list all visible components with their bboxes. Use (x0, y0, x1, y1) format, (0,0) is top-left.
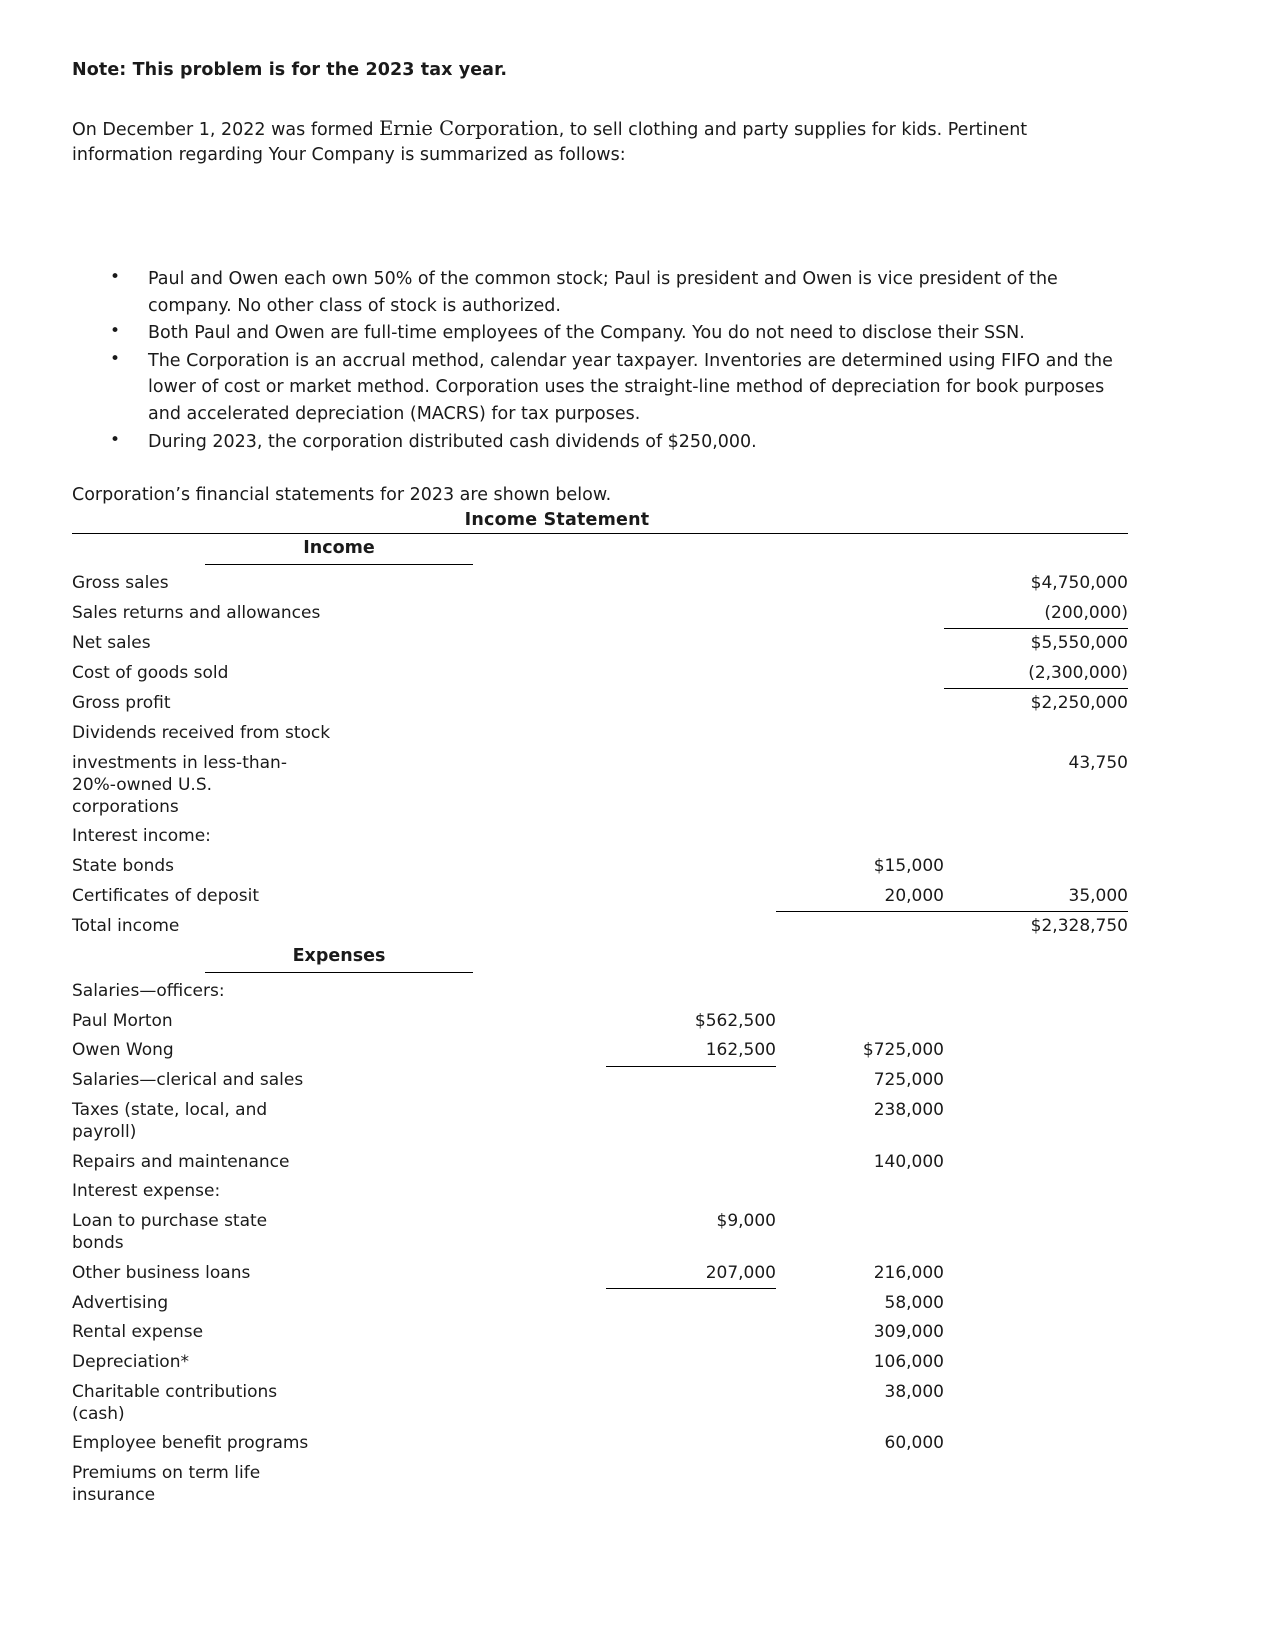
table-row (72, 822, 1128, 852)
row-amount (606, 1348, 776, 1378)
row-label: Repairs and maintenance (72, 1151, 290, 1172)
row-amount (944, 1096, 1128, 1148)
table-row (72, 1289, 1128, 1319)
row-amount (606, 912, 776, 942)
table-row (72, 719, 1128, 749)
row-label-text: Premiums on term life insurance (72, 1462, 261, 1506)
row-label (72, 1207, 606, 1259)
row-amount: 725,000 (873, 1070, 944, 1091)
section-header-label: Expenses (205, 945, 473, 973)
row-amount (944, 852, 1128, 882)
income-statement-body (72, 533, 1128, 1510)
row-amount (606, 1459, 776, 1511)
row-amount (606, 599, 776, 629)
row-amount (776, 689, 944, 719)
row-amount (776, 1459, 944, 1511)
list-item: • During 2023, the corporation distributed cash dividends of $250,000. (110, 429, 1128, 456)
row-amount (606, 1378, 776, 1430)
row-amount (944, 1348, 1128, 1378)
row-amount (776, 977, 944, 1007)
row-amount (944, 1007, 1128, 1037)
table-row (72, 749, 1128, 823)
section-header-cell (72, 533, 606, 569)
row-label-text: Loan to purchase state bonds (72, 1211, 268, 1254)
row-amount: 43,750 (1068, 752, 1128, 773)
row-amount: $2,328,750 (1030, 916, 1128, 937)
income-statement-table (72, 533, 1128, 1511)
row-amount (776, 629, 944, 659)
row-amount (606, 822, 776, 852)
row-label-text: Charitable contributions (cash) (72, 1381, 278, 1424)
section-header-cell (72, 942, 606, 977)
intro-paragraph (72, 115, 1062, 168)
row-amount (944, 1378, 1128, 1430)
row-amount: $2,250,000 (1030, 693, 1128, 714)
spacer-cell (944, 942, 1128, 977)
row-label: Gross sales (72, 572, 169, 593)
table-row (72, 1036, 1128, 1066)
row-amount (944, 1036, 1128, 1066)
table-row (72, 852, 1128, 882)
list-item: • Both Paul and Owen are full-time employees of the Company. You do not need to disclose their SSN. (110, 320, 1128, 347)
corporation-name: Ernie Corporation (379, 117, 559, 141)
row-amount (944, 1459, 1128, 1511)
spacer-cell (606, 942, 776, 977)
table-row (72, 599, 1128, 629)
row-amount (776, 749, 944, 823)
row-amount (606, 1318, 776, 1348)
section-header-label: Income (205, 537, 473, 565)
row-label (72, 882, 606, 912)
row-label-text: Taxes (state, local, and payroll) (72, 1100, 268, 1143)
row-amount: 106,000 (873, 1352, 944, 1373)
spacer-cell (944, 533, 1128, 569)
list-item: • The Corporation is an accrual method, calendar year taxpayer. Inventories are determined using FIFO and the lower of cost or market method. Corporation uses the straight-line method of depreciation for book purposes and accelerated depreciation (MACRS) for tax purposes. (110, 348, 1128, 428)
table-row (72, 569, 1128, 599)
intro-text-after: , to sell clothing and party supplies for kids. Pertinent information regarding Your Company is summarized as follows: (72, 120, 1028, 166)
row-amount (606, 659, 776, 689)
row-label: Interest income: (72, 826, 211, 847)
table-row (72, 1007, 1128, 1037)
row-label: Other business loans (72, 1262, 251, 1283)
table-row (72, 882, 1128, 912)
table-row (72, 1318, 1128, 1348)
row-label: Total income (72, 915, 180, 936)
row-label: Employee benefit programs (72, 1433, 309, 1454)
table-row (72, 659, 1128, 689)
row-amount: 162,500 (606, 1036, 776, 1066)
row-amount (606, 1429, 776, 1459)
row-label (72, 1096, 606, 1148)
row-amount: 216,000 (873, 1262, 944, 1283)
row-amount (606, 719, 776, 749)
row-amount (944, 822, 1128, 852)
row-label: Advertising (72, 1292, 169, 1313)
table-row (72, 1148, 1128, 1178)
row-amount (606, 689, 776, 719)
spacer-cell (776, 533, 944, 569)
row-label: Owen Wong (72, 1040, 174, 1061)
table-row (72, 1378, 1128, 1430)
row-amount: $562,500 (694, 1010, 776, 1031)
table-row (72, 1096, 1128, 1148)
row-amount: 38,000 (884, 1381, 944, 1402)
row-amount: 309,000 (873, 1322, 944, 1343)
row-label: Cost of goods sold (72, 662, 229, 683)
table-row (72, 1459, 1128, 1511)
table-row (72, 1429, 1128, 1459)
row-label: State bonds (72, 856, 175, 877)
row-amount (606, 629, 776, 659)
row-label: Salaries—clerical and sales (72, 1070, 304, 1091)
row-amount (776, 659, 944, 689)
row-label: Dividends received from stock (72, 723, 331, 744)
table-row (72, 977, 1128, 1007)
row-amount (606, 1289, 776, 1319)
row-amount: $9,000 (716, 1211, 776, 1231)
row-amount: 60,000 (884, 1433, 944, 1454)
row-amount (944, 1259, 1128, 1289)
row-amount (606, 749, 776, 823)
list-item: • Paul and Owen each own 50% of the common stock; Paul is president and Owen is vice president of the company. No other class of stock is authorized. (110, 266, 1128, 319)
row-label: Net sales (72, 632, 151, 653)
facts-bullet-list (72, 266, 1128, 455)
row-amount: 58,000 (884, 1292, 944, 1313)
row-amount (944, 1066, 1128, 1096)
row-label: Depreciation* (72, 1352, 189, 1373)
table-row (72, 1348, 1128, 1378)
row-amount (944, 1177, 1128, 1207)
row-amount (944, 1318, 1128, 1348)
row-label: Salaries—officers: (72, 981, 225, 1002)
table-row (72, 629, 1128, 659)
row-label-text: investments in less-than-20%-owned U.S. corporations (72, 752, 287, 817)
row-amount (944, 1148, 1128, 1178)
row-amount (776, 1177, 944, 1207)
row-amount: $15,000 (873, 856, 944, 877)
income-section-header-row (72, 533, 1128, 569)
row-amount (944, 977, 1128, 1007)
row-amount (944, 1289, 1128, 1319)
row-label (72, 749, 606, 823)
spacer-cell (606, 533, 776, 569)
row-amount: 238,000 (873, 1100, 944, 1121)
row-label: Sales returns and allowances (72, 602, 321, 623)
row-label: Gross profit (72, 692, 171, 713)
row-amount (606, 852, 776, 882)
row-amount (944, 1429, 1128, 1459)
row-label: Paul Morton (72, 1010, 173, 1031)
row-amount (606, 569, 776, 599)
row-amount (606, 882, 776, 912)
table-row (72, 1177, 1128, 1207)
row-amount (606, 1177, 776, 1207)
row-amount (776, 822, 944, 852)
row-amount (776, 599, 944, 629)
row-amount (776, 1207, 944, 1259)
spacer-cell (776, 942, 944, 977)
row-amount (776, 719, 944, 749)
row-amount (944, 719, 1128, 749)
row-amount (776, 1007, 944, 1037)
row-amount (606, 1096, 776, 1148)
table-row (72, 1066, 1128, 1096)
tax-year-note: Note: This problem is for the 2023 tax year. (72, 60, 508, 80)
row-amount (776, 912, 944, 942)
expenses-section-header-row (72, 942, 1128, 977)
row-amount: $4,750,000 (1030, 572, 1128, 593)
table-row (72, 689, 1128, 719)
row-amount (606, 1148, 776, 1178)
row-amount: (2,300,000) (944, 659, 1128, 689)
row-amount (606, 1066, 776, 1096)
intro-text-before: On December 1, 2022 was formed (72, 120, 380, 141)
row-amount: 207,000 (606, 1259, 776, 1289)
income-statement-title: Income Statement (464, 509, 650, 530)
statement-intro: Corporation’s financial statements for 2023 are shown below. (72, 485, 612, 506)
row-label-text: Certificates of deposit (72, 885, 260, 906)
row-label: Interest expense: (72, 1181, 221, 1202)
document-content (72, 58, 1128, 1511)
row-amount (776, 569, 944, 599)
row-amount (606, 977, 776, 1007)
row-amount: $5,550,000 (1030, 633, 1128, 654)
table-row (72, 1259, 1128, 1289)
table-row (72, 1207, 1128, 1259)
row-amount: 35,000 (944, 882, 1128, 912)
row-amount: (200,000) (944, 599, 1128, 629)
row-label (72, 1378, 606, 1430)
row-amount (944, 1207, 1128, 1259)
row-label (72, 1459, 606, 1511)
row-amount: $725,000 (862, 1040, 944, 1061)
row-amount: 20,000 (776, 882, 944, 912)
row-amount: 140,000 (873, 1151, 944, 1172)
row-label: Rental expense (72, 1322, 204, 1343)
table-row (72, 912, 1128, 942)
